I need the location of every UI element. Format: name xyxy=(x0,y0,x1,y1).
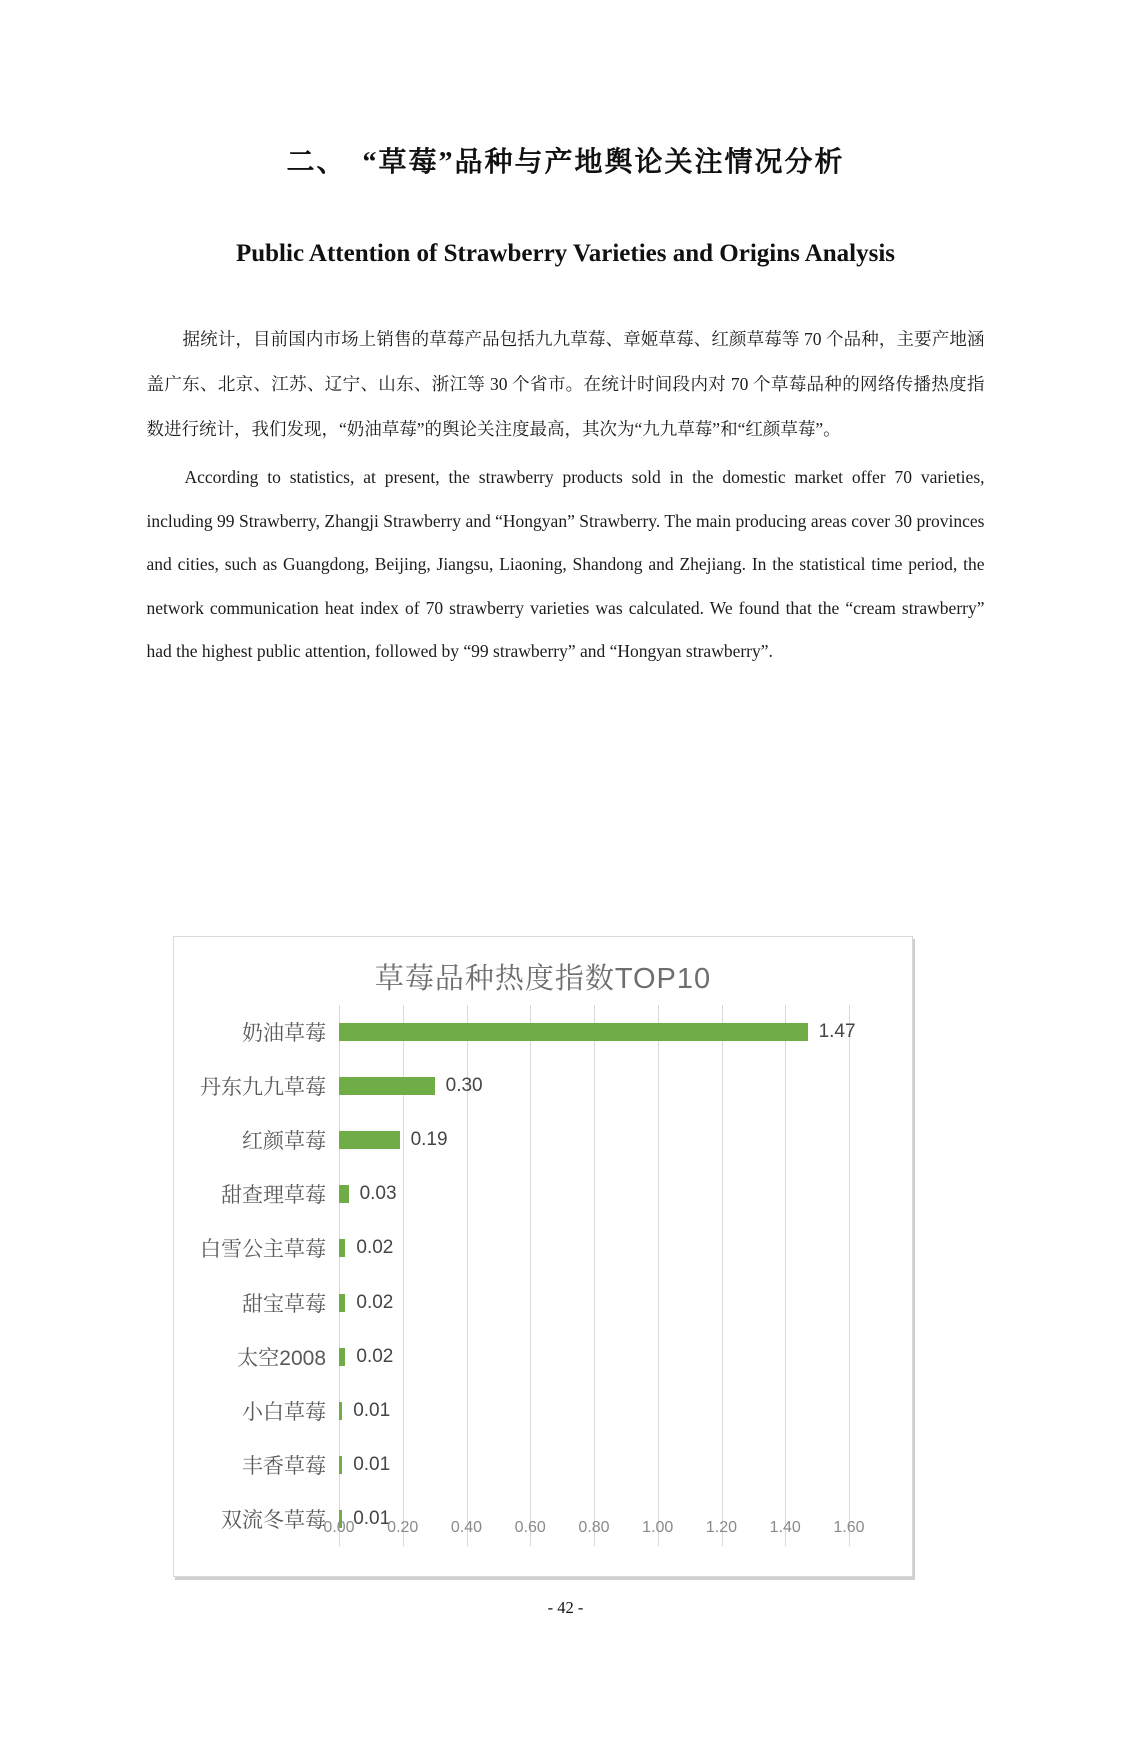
category-label: 红颜草莓 xyxy=(242,1130,326,1154)
chart-row xyxy=(174,1275,849,1329)
chart-title: 草莓品种热度指数TOP10 xyxy=(374,963,712,995)
value-label: 0.19 xyxy=(410,1129,448,1151)
bar-track xyxy=(339,1330,849,1384)
bar xyxy=(339,1348,345,1366)
x-tick-label: 0.60 xyxy=(514,1519,546,1536)
chart-plot-area xyxy=(174,1005,912,1546)
bar xyxy=(339,1131,400,1149)
page-title-zh: 二、 “草莓”品种与产地舆论关注情况分析 xyxy=(286,147,845,178)
value-label: 0.02 xyxy=(356,1345,394,1367)
bar-track xyxy=(339,1221,849,1275)
chart-row xyxy=(174,1113,849,1167)
document-page xyxy=(0,143,1131,1617)
bar-track xyxy=(339,1438,849,1492)
bar-track xyxy=(339,1113,849,1167)
page-number: - 42 - xyxy=(547,1598,584,1617)
category-label: 丹东九九草莓 xyxy=(200,1076,326,1100)
x-tick-label: 1.40 xyxy=(769,1519,801,1536)
category-label: 小白草莓 xyxy=(242,1400,326,1424)
category-label: 甜宝草莓 xyxy=(242,1292,326,1316)
x-tick-label: 0.20 xyxy=(387,1519,419,1536)
bar-track xyxy=(339,1167,849,1221)
chart-row xyxy=(174,1438,849,1492)
chart-row xyxy=(174,1005,856,1059)
x-tick-label: 0.00 xyxy=(323,1519,355,1536)
value-label: 0.03 xyxy=(359,1183,397,1205)
bar xyxy=(339,1402,342,1420)
x-tick-label: 1.60 xyxy=(833,1519,865,1536)
category-label: 奶油草莓 xyxy=(242,1022,326,1046)
category-label: 太空2008 xyxy=(237,1346,326,1370)
x-tick-label: 0.40 xyxy=(450,1519,483,1536)
x-tick-label: 0.80 xyxy=(578,1519,610,1536)
bar xyxy=(339,1239,345,1257)
bar xyxy=(339,1294,345,1312)
chart-rows xyxy=(174,1005,856,1546)
paragraph-english: According to statistics, at present, the strawberry products sold in the domestic market offer 70 varieties, including 99 Strawberry, Zhangji Strawberry and “Hongyan” Strawberry. The main producing areas cover 30 provinces and cities, such as Guangdong, Beijing, Jiangsu, Liaoning, Shandong and Zhejiang. In the statistical time period, the network communication heat index of 70 strawberry varieties was calculated. We found that the “cream strawberry” had the highest public attention, followed by “99 strawberry” and “Hongyan strawberry”. xyxy=(146,467,985,661)
category-label: 丰香草莓 xyxy=(242,1454,326,1478)
bar-track xyxy=(339,1005,856,1059)
bar-track xyxy=(339,1384,849,1438)
page-title-en: Public Attention of Strawberry Varieties and Origins Analysis xyxy=(235,240,896,267)
chart-row xyxy=(174,1059,849,1113)
value-label: 0.01 xyxy=(353,1453,391,1475)
value-label: 0.02 xyxy=(356,1237,394,1259)
gridline xyxy=(849,1005,850,1546)
chart-x-axis xyxy=(323,1519,865,1541)
bar xyxy=(339,1077,435,1095)
category-label: 甜查理草莓 xyxy=(221,1184,326,1208)
x-tick-label: 1.00 xyxy=(642,1519,674,1536)
chart-row xyxy=(174,1167,849,1221)
x-tick-label: 1.20 xyxy=(705,1519,738,1536)
category-label: 白雪公主草莓 xyxy=(200,1238,326,1262)
bar-track xyxy=(339,1275,849,1329)
bar xyxy=(339,1456,342,1474)
bar-track xyxy=(339,1059,849,1113)
value-label: 0.02 xyxy=(356,1291,394,1313)
value-label: 0.01 xyxy=(353,1399,391,1421)
chart-row xyxy=(174,1384,849,1438)
paragraph-chinese: 据统计，目前国内市场上销售的草莓产品包括九九草莓、章姬草莓、红颜草莓等 70 个品种，主要产地涵盖广东、北京、江苏、辽宁、山东、浙江等 30 个省市。在统计时间段内对 70 个草莓品种的网络传播热度指数进行统计，我们发现，“奶油草莓”的舆论关注度最高，其次为“九九草莓”和“红颜草莓”。 xyxy=(146,329,985,439)
value-label: 0.01 xyxy=(353,1507,391,1529)
value-label: 1.47 xyxy=(818,1021,856,1043)
bar-chart xyxy=(173,936,913,1577)
bar xyxy=(339,1185,349,1203)
category-label: 双流冬草莓 xyxy=(221,1508,326,1532)
value-label: 0.30 xyxy=(445,1075,483,1097)
chart-row xyxy=(174,1221,849,1275)
chart-row xyxy=(174,1330,849,1384)
bar xyxy=(339,1023,808,1041)
